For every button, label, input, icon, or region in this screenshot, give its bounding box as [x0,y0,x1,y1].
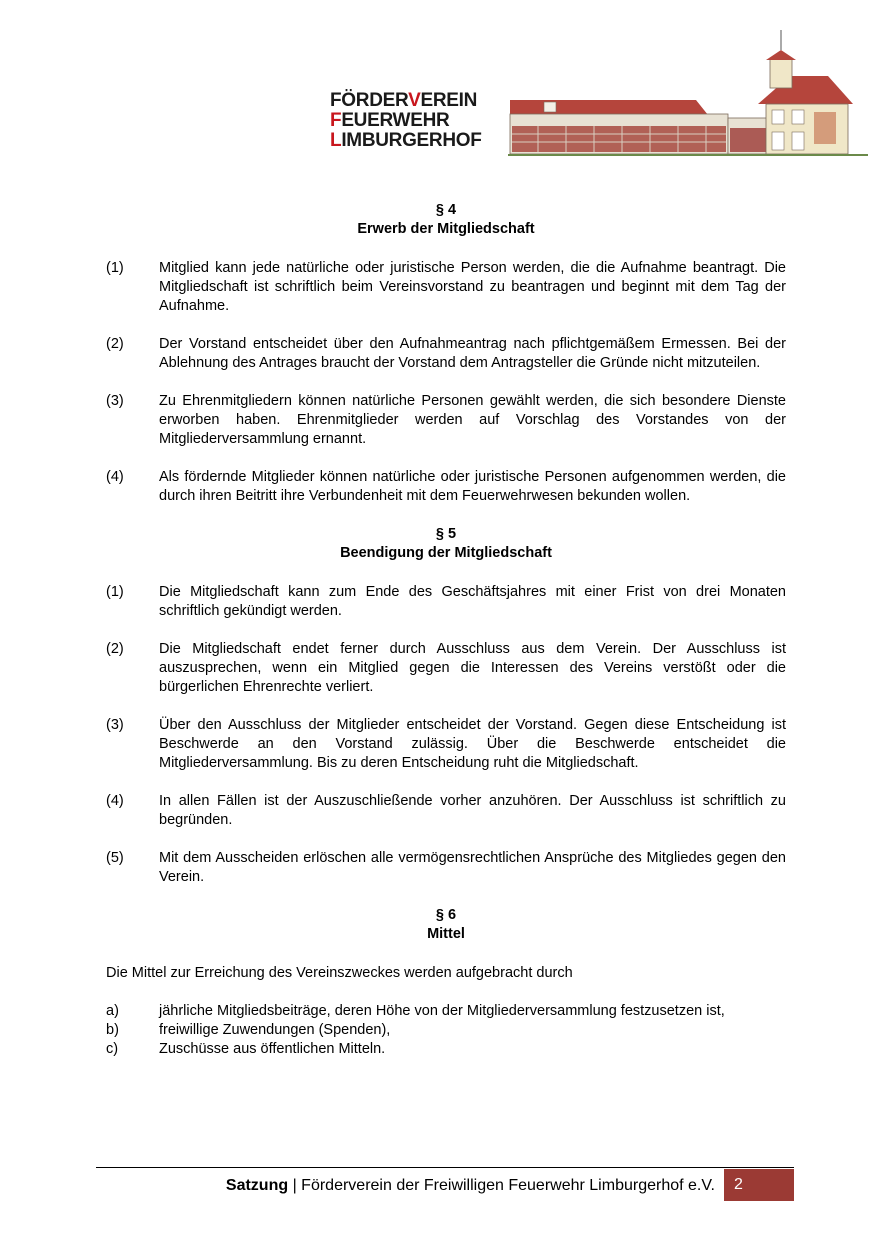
item-text: jährliche Mitgliedsbeiträge, deren Höhe von der Mitgliederversammlung festzusetzen ist, [159,1003,725,1019]
page-number: 2 [724,1169,794,1201]
footer-separator: | [288,1177,302,1194]
list-item [106,335,786,373]
item-text: Als fördernde Mitglieder können natürliche oder juristische Personen aufgenommen werden, die durch ihren Beitritt ihre Verbundenheit mit dem Feuerwehrwesen bekunden wollen. [159,469,786,504]
item-number: (1) [106,584,124,600]
section-heading [106,201,786,239]
item-text: In allen Fällen ist der Auszuschließende vorher anzuhören. Der Ausschluss ist schriftlich zu begründen. [159,793,786,828]
footer-divider [96,1167,794,1168]
list-item [106,1021,786,1040]
section-title: Mittel [427,926,465,942]
item-number: (1) [106,260,124,276]
funding-list [106,1002,786,1059]
item-number: (4) [106,469,124,485]
list-item [106,468,786,506]
item-text: Zu Ehrenmitgliedern können natürliche Personen gewählt werden, die sich besondere Dienste erworben haben. Ehrenmitglieder werden auf Vorschlag des Vorstandes von der Mitgliederversammlung ernannt. [159,393,786,447]
item-number: (3) [106,393,124,409]
section-number: § 4 [435,202,457,218]
list-item [106,792,786,830]
list-item [106,259,786,316]
logo-wordmark [330,91,482,151]
item-number: (2) [106,336,124,352]
list-item [106,716,786,773]
item-number: (5) [106,850,124,866]
section-number: § 5 [435,526,457,542]
list-item [106,583,786,621]
list-item [106,1040,786,1059]
footer-org: Förderverein der Freiwilligen Feuerwehr Limburgerhof e.V. [301,1177,715,1194]
section-heading [106,906,786,944]
item-number: b) [106,1022,119,1038]
list-item [106,1002,786,1021]
item-text: Mitglied kann jede natürliche oder juristische Person werden, die die Aufnahme beantragt. Die Mitgliedschaft ist schriftlich beim Vereinsvorstand zu beantragen und beginnt mit dem Tag der Aufnahme. [159,260,786,314]
list-item [106,849,786,887]
section-heading [106,525,786,563]
logo-line-1: FÖRDERVEREIN [330,90,478,111]
item-text: Die Mitgliedschaft kann zum Ende des Geschäftsjahres mit einer Frist von drei Monaten schriftlich gekündigt werden. [159,584,786,619]
section-number: § 6 [435,907,457,923]
item-number: (3) [106,717,124,733]
item-text: Zuschüsse aus öffentlichen Mitteln. [159,1041,386,1057]
item-number: (4) [106,793,124,809]
section-intro: Die Mittel zur Erreichung des Vereinszweckes werden aufgebracht durch [106,965,573,981]
footer-title: Satzung [225,1177,289,1194]
fire-station-illustration [508,28,870,160]
item-text: Mit dem Ausscheiden erlöschen alle vermögensrechtlichen Ansprüche des Mitgliedes gegen den Verein. [159,850,786,885]
item-text: Der Vorstand entscheidet über den Aufnahmeantrag nach pflichtgemäßem Ermessen. Bei der Ablehnung des Antrages braucht der Vorstand dem Antragsteller die Gründe nicht mitzuteilen. [159,336,786,371]
item-text: freiwillige Zuwendungen (Spenden), [159,1022,391,1038]
section-title: Beendigung der Mitgliedschaft [340,545,552,561]
item-text: Über den Ausschluss der Mitglieder entscheidet der Vorstand. Gegen diese Entscheidung ist Beschwerde an den Vorstand zulässig. Über die Beschwerde entscheidet die Mitgliederversammlung. Bis zu deren Entscheidung ruht die Mitgliedschaft. [159,717,786,771]
item-text: Die Mitgliedschaft endet ferner durch Ausschluss aus dem Verein. Der Ausschluss ist auszusprechen, wenn ein Mitglied gegen die Interessen des Vereins verstößt oder die bürgerlichen Ehrenrechte verliert. [159,641,786,695]
item-number: (2) [106,641,124,657]
logo-line-2: FEUERWEHR [330,110,450,131]
item-number: a) [106,1003,119,1019]
list-item [106,640,786,697]
footer [226,1176,715,1196]
document-body [106,201,786,1059]
section-title: Erwerb der Mitgliedschaft [357,221,535,237]
logo [330,28,870,160]
logo-line-3: LIMBURGERHOF [330,130,482,151]
list-item [106,392,786,449]
item-number: c) [106,1041,119,1057]
